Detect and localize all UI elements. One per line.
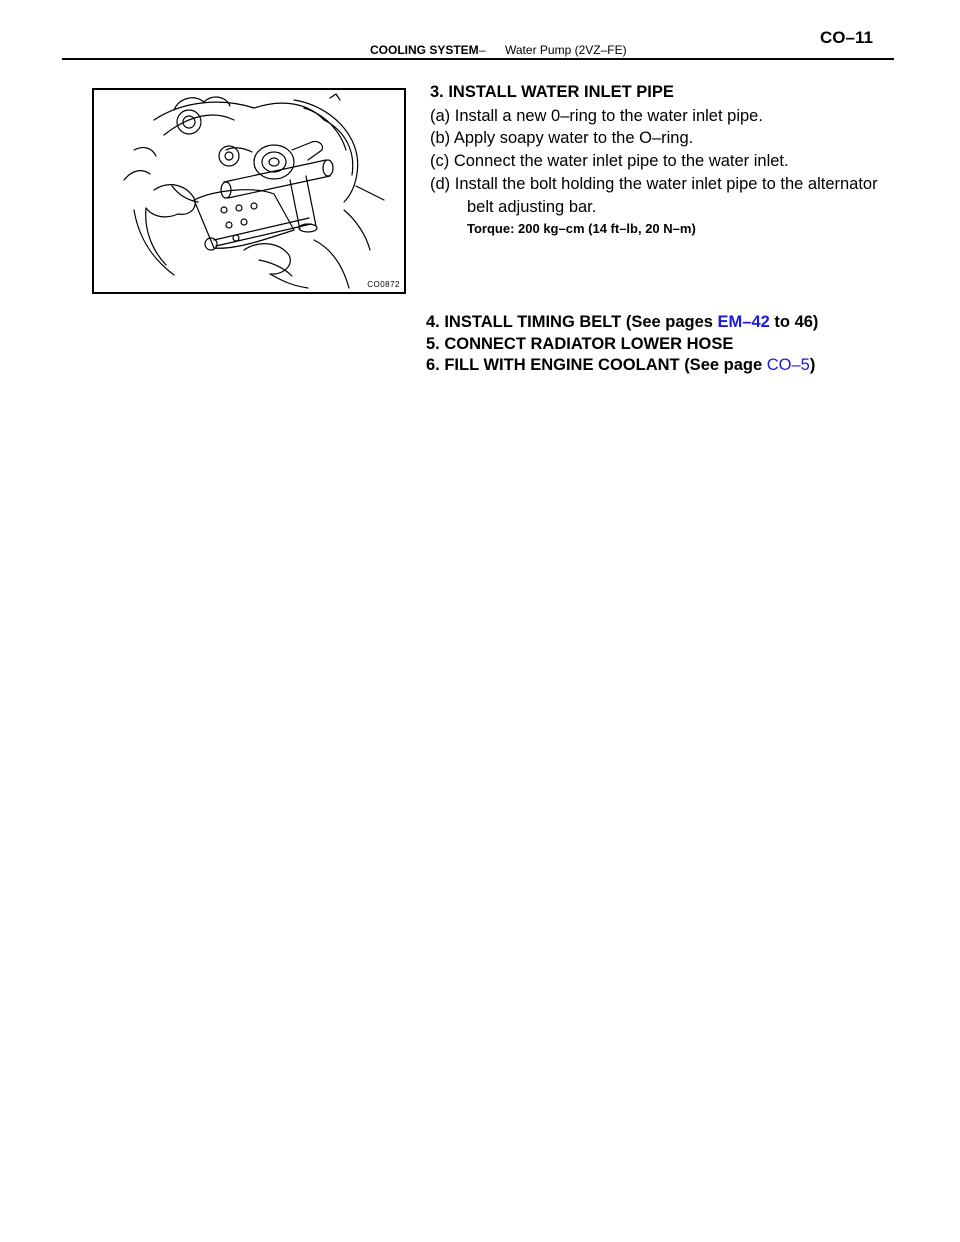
step3-b: (b) Apply soapy water to the O–ring. [430, 129, 694, 147]
step4 [426, 312, 818, 332]
page-number: CO–11 [820, 28, 873, 47]
header-separator: – [479, 43, 486, 57]
header-rule [62, 58, 894, 60]
step6-prefix: 6. FILL WITH ENGINE COOLANT (See page [426, 356, 767, 374]
step3-a: (a) Install a new 0–ring to the water inlet pipe. [430, 107, 763, 125]
page-header [0, 0, 960, 64]
step6-link[interactable]: CO–5 [766, 356, 810, 374]
step4-suffix: to 46) [769, 313, 819, 331]
engine-drawing-icon [94, 90, 404, 292]
step6-suffix: ) [809, 356, 816, 374]
engine-illustration [92, 88, 406, 294]
figure-code: CO0872 [367, 280, 400, 289]
step5: 5. CONNECT RADIATOR LOWER HOSE [426, 335, 734, 353]
step3-title: 3. INSTALL WATER INLET PIPE [430, 83, 674, 101]
step3-c: (c) Connect the water inlet pipe to the water inlet. [430, 152, 789, 170]
subsection-title: Water Pump (2VZ–FE) [505, 43, 627, 57]
step3-d-line1: (d) Install the bolt holding the water inlet pipe to the alternator [430, 175, 878, 193]
section-title: COOLING SYSTEM [370, 43, 479, 57]
step6 [426, 355, 815, 375]
torque-spec: Torque: 200 kg–cm (14 ft–lb, 20 N–m) [467, 221, 696, 236]
step4-link[interactable]: EM–42 [717, 313, 770, 331]
step3-d-line2: belt adjusting bar. [467, 198, 597, 216]
step4-prefix: 4. INSTALL TIMING BELT (See pages [426, 313, 718, 331]
